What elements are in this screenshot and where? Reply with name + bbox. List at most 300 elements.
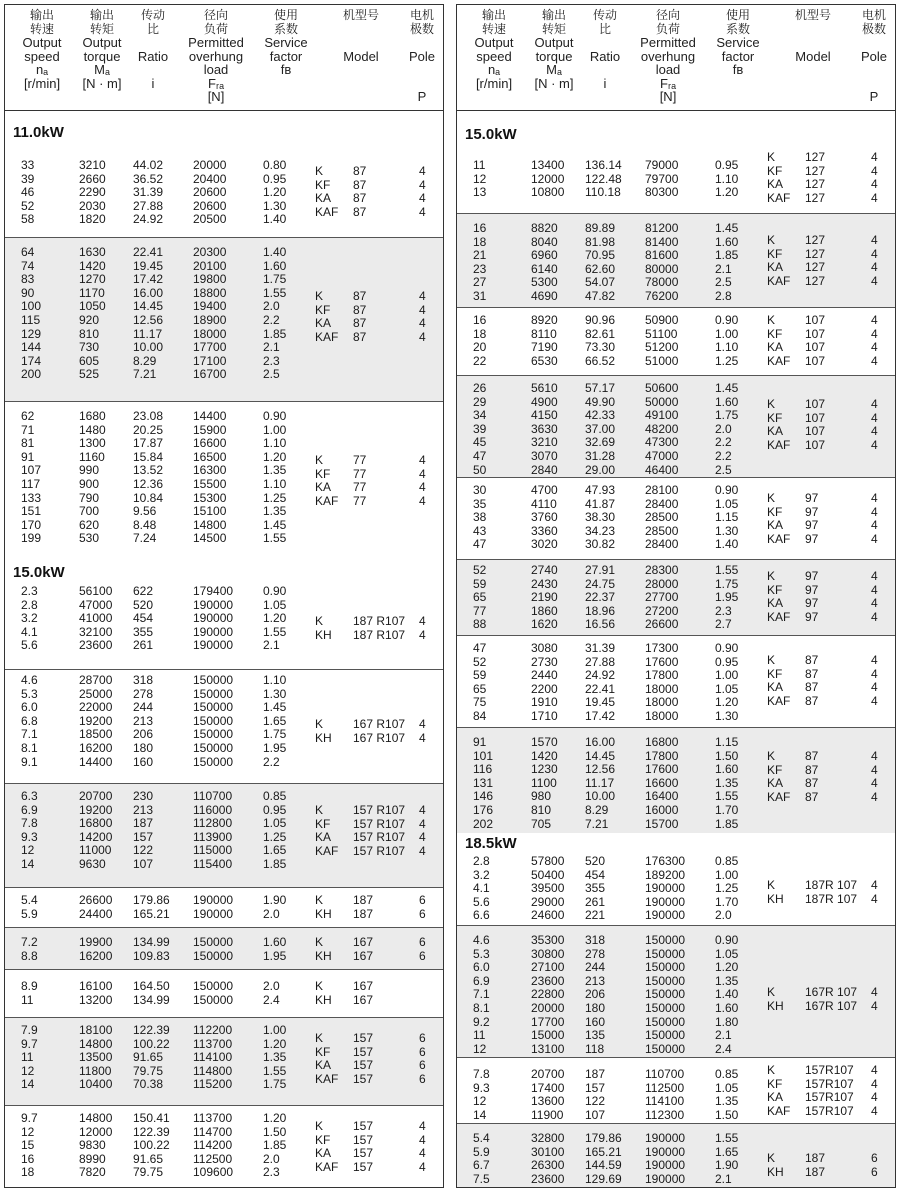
column-mount-type xyxy=(767,314,790,368)
cell-model: 157 R107 xyxy=(353,803,406,817)
table-row-group xyxy=(5,583,443,669)
cell-model: 97 xyxy=(805,531,819,546)
cell-ratio: 179.86 xyxy=(133,893,170,907)
column-mount-type xyxy=(767,234,790,288)
cell-torque: 5610 xyxy=(531,381,558,395)
cell-pole: 4 xyxy=(419,1146,426,1161)
table-row-group xyxy=(457,307,895,375)
cell-torque: 50400 xyxy=(531,867,565,882)
cell-ratio: 17.87 xyxy=(133,436,164,451)
column-ratio xyxy=(133,410,163,546)
cell-speed: 59 xyxy=(473,576,487,591)
cell-torque: 23600 xyxy=(531,973,565,988)
cell-speed: 45 xyxy=(473,435,487,450)
cell-ratio: 91.65 xyxy=(133,1050,164,1065)
cell-mount-type: KAF xyxy=(315,1071,339,1086)
header-model-line: 机型号 xyxy=(794,8,831,22)
cell-torque: 1480 xyxy=(79,422,106,437)
column-model xyxy=(353,1032,373,1086)
cell-ratio: 79.75 xyxy=(133,1063,164,1078)
cell-load: 16300 xyxy=(193,463,227,478)
column-mount-type xyxy=(315,804,338,858)
column-torque xyxy=(79,159,106,227)
column-mount-type xyxy=(315,1032,338,1086)
cell-ratio: 13.52 xyxy=(133,463,164,478)
cell-load: 190000 xyxy=(645,1171,686,1186)
cell-pole: 4 xyxy=(419,614,426,628)
cell-factor: 1.60 xyxy=(715,234,739,249)
cell-mount-type: KAF xyxy=(767,789,791,804)
header-speed-line: 输出 xyxy=(481,8,506,22)
cell-load: 27200 xyxy=(645,603,679,618)
cell-pole: 4 xyxy=(871,998,878,1013)
cell-factor: 1.30 xyxy=(263,198,287,213)
cell-load: 190000 xyxy=(645,1158,686,1173)
cell-load: 27700 xyxy=(645,590,679,605)
cell-ratio: 17.42 xyxy=(133,272,164,287)
cell-ratio: 62.60 xyxy=(585,261,616,276)
cell-model: 87 xyxy=(353,329,367,344)
column-speed xyxy=(473,382,486,477)
cell-model: 167 xyxy=(353,992,374,1007)
cell-mount-type: K xyxy=(315,1119,324,1133)
cell-mount-type: KAF xyxy=(315,493,339,508)
cell-ratio: 122.48 xyxy=(585,171,622,186)
cell-torque: 2840 xyxy=(531,462,558,477)
column-load xyxy=(193,980,233,1007)
cell-speed: 11 xyxy=(473,1028,486,1043)
column-ratio xyxy=(133,1024,170,1092)
cell-pole: 4 xyxy=(871,653,878,667)
cell-torque: 1050 xyxy=(79,299,106,314)
cell-pole: 6 xyxy=(419,948,426,963)
cell-model: 157R107 xyxy=(805,1076,854,1091)
cell-load: 190000 xyxy=(193,906,234,921)
cell-ratio: 22.41 xyxy=(585,681,616,696)
cell-speed: 8.9 xyxy=(21,979,38,993)
cell-pole: 6 xyxy=(419,906,426,921)
cell-ratio: 79.75 xyxy=(133,1165,164,1180)
column-factor xyxy=(263,1024,286,1092)
cell-torque: 26300 xyxy=(531,1158,565,1173)
column-factor xyxy=(263,410,286,546)
cell-model: 87 xyxy=(353,302,367,317)
cell-model: 97 xyxy=(805,569,819,583)
cell-factor: 1.40 xyxy=(263,245,287,259)
cell-load: 150000 xyxy=(645,1041,686,1056)
cell-load: 18000 xyxy=(645,695,679,710)
cell-load: 20400 xyxy=(193,171,227,186)
cell-factor: 1.75 xyxy=(263,272,287,287)
right-table-panel xyxy=(456,4,896,1188)
column-mount-type xyxy=(315,165,338,219)
cell-ratio: 355 xyxy=(585,881,606,896)
cell-mount-type: KF xyxy=(767,163,783,178)
cell-pole: 6 xyxy=(871,1164,878,1179)
cell-factor: 1.20 xyxy=(263,611,287,626)
cell-ratio: 12.56 xyxy=(585,762,616,777)
header-pole-line: 极数 xyxy=(409,21,434,36)
cell-model: 107 xyxy=(805,326,826,341)
cell-model: 97 xyxy=(805,609,819,624)
cell-model: 77 xyxy=(353,480,367,495)
table-row-group xyxy=(5,783,443,887)
cell-speed: 46 xyxy=(21,185,35,200)
cell-factor: 1.20 xyxy=(715,185,739,200)
header-load-line: [N] xyxy=(207,89,225,104)
cell-load: 150000 xyxy=(193,686,234,701)
cell-pole: 4 xyxy=(871,260,878,275)
cell-factor: 1.65 xyxy=(263,713,287,728)
cell-torque: 2290 xyxy=(79,185,106,200)
table-row-group xyxy=(457,727,895,833)
cell-speed: 116 xyxy=(473,762,493,777)
column-model xyxy=(353,894,373,921)
cell-factor: 2.1 xyxy=(263,638,280,653)
cell-speed: 133 xyxy=(21,490,42,505)
column-speed xyxy=(21,159,34,227)
header-speed-line: 转速 xyxy=(481,21,506,36)
cell-mount-type: K xyxy=(315,803,324,817)
cell-ratio: 11.17 xyxy=(133,326,163,341)
cell-load: 16600 xyxy=(645,775,679,790)
cell-pole: 4 xyxy=(871,1103,878,1118)
cell-speed: 65 xyxy=(473,681,487,696)
cell-load: 150000 xyxy=(645,973,686,988)
header-ratio-line: 比 xyxy=(146,21,159,36)
cell-load: 17600 xyxy=(645,654,679,669)
power-rating-label: 15.0kW xyxy=(465,125,517,143)
cell-factor: 1.30 xyxy=(263,686,287,701)
cell-model: 107 xyxy=(805,353,826,368)
column-model xyxy=(805,1152,825,1179)
cell-torque: 4150 xyxy=(531,408,558,423)
column-mount-type xyxy=(767,986,784,1013)
cell-load: 17800 xyxy=(645,748,679,763)
header-ratio-line xyxy=(583,63,627,77)
cell-factor: 2.0 xyxy=(263,299,280,314)
cell-speed: 77 xyxy=(473,603,487,618)
cell-load: 150000 xyxy=(193,992,234,1007)
table-row-group xyxy=(5,887,443,927)
column-mount-type xyxy=(315,615,332,642)
cell-factor: 1.85 xyxy=(715,248,739,263)
cell-model: 157 xyxy=(353,1119,374,1133)
cell-mount-type: KH xyxy=(767,1164,784,1179)
cell-speed: 39 xyxy=(21,171,35,186)
cell-ratio: 30.82 xyxy=(585,537,616,552)
cell-model: 157 xyxy=(353,1071,374,1086)
cell-pole: 4 xyxy=(419,204,426,219)
cell-factor: 2.5 xyxy=(715,462,732,477)
cell-torque: 730 xyxy=(79,340,100,355)
cell-pole: 4 xyxy=(871,246,878,261)
header-factor-line: factor xyxy=(721,48,755,64)
table-row-group xyxy=(457,635,895,727)
header-torque-line: torque xyxy=(83,48,121,64)
cell-speed: 7.1 xyxy=(473,987,490,1002)
cell-speed: 5.4 xyxy=(21,893,38,907)
column-torque xyxy=(531,1132,564,1186)
header-pole-line: 电机 xyxy=(861,8,886,22)
cell-factor: 1.85 xyxy=(715,816,739,831)
cell-mount-type: K xyxy=(767,653,776,667)
column-load xyxy=(645,934,685,1056)
cell-torque: 14800 xyxy=(79,1036,113,1051)
header-ratio-line xyxy=(583,36,627,50)
cell-factor: 0.85 xyxy=(715,1067,739,1081)
column-torque xyxy=(531,855,564,923)
cell-mount-type: KAF xyxy=(315,1159,339,1174)
cell-model: 87 xyxy=(805,666,819,681)
cell-torque: 6960 xyxy=(531,248,558,263)
cell-factor: 1.60 xyxy=(715,762,739,777)
cell-factor: 1.80 xyxy=(715,1014,739,1029)
cell-ratio: 7.21 xyxy=(133,367,157,382)
cell-factor: 1.50 xyxy=(715,748,739,763)
cell-ratio: 136.14 xyxy=(585,158,622,172)
cell-speed: 7.5 xyxy=(473,1171,490,1186)
cell-ratio: 213 xyxy=(133,713,154,728)
cell-load: 16400 xyxy=(645,789,679,804)
cell-speed: 131 xyxy=(473,775,494,790)
cell-mount-type: KAF xyxy=(315,204,339,219)
cell-speed: 18 xyxy=(473,234,487,249)
cell-torque: 3210 xyxy=(531,435,558,450)
cell-load: 190000 xyxy=(645,881,686,896)
cell-speed: 18 xyxy=(473,326,487,341)
column-torque xyxy=(531,382,558,477)
cell-speed: 6.3 xyxy=(21,789,38,803)
cell-mount-type: KA xyxy=(315,316,332,331)
column-pole xyxy=(871,654,878,708)
cell-mount-type: K xyxy=(767,985,776,999)
cell-factor: 1.00 xyxy=(715,668,739,683)
column-speed xyxy=(473,736,493,831)
cell-model: 97 xyxy=(805,596,819,611)
cell-ratio: 206 xyxy=(133,727,154,742)
cell-torque: 20700 xyxy=(531,1067,565,1081)
column-pole xyxy=(419,718,426,745)
cell-mount-type: KA xyxy=(767,776,784,791)
header-ratio-line xyxy=(131,63,175,77)
cell-torque: 1680 xyxy=(79,409,106,423)
cell-pole: 4 xyxy=(871,190,878,205)
cell-mount-type: K xyxy=(767,878,776,892)
cell-factor: 0.90 xyxy=(715,313,739,327)
table-row-group xyxy=(5,1105,443,1188)
cell-torque: 920 xyxy=(79,312,100,327)
column-pole xyxy=(419,1032,426,1086)
cell-speed: 88 xyxy=(473,617,487,632)
cell-load: 76200 xyxy=(645,288,679,303)
cell-torque: 2200 xyxy=(531,681,558,696)
column-load xyxy=(193,410,226,546)
cell-model: 187R 107 xyxy=(805,891,858,906)
cell-speed: 5.9 xyxy=(473,1144,490,1159)
cell-pole: 4 xyxy=(871,177,878,192)
cell-mount-type: KAF xyxy=(767,1103,791,1118)
cell-factor: 1.25 xyxy=(263,829,287,844)
header-load-line: 负荷 xyxy=(203,21,228,36)
cell-model: 157R107 xyxy=(805,1063,854,1077)
column-load xyxy=(645,564,678,632)
cell-load: 16700 xyxy=(193,367,227,382)
cell-pole: 6 xyxy=(871,1151,878,1165)
column-load xyxy=(193,246,226,382)
header-factor xyxy=(707,9,769,77)
cell-speed: 43 xyxy=(473,523,487,538)
cell-torque: 29000 xyxy=(531,894,565,909)
column-torque xyxy=(79,246,106,382)
cell-pole: 4 xyxy=(419,329,426,344)
cell-mount-type: KF xyxy=(767,410,783,425)
table-row-group xyxy=(457,853,895,925)
cell-factor: 1.75 xyxy=(263,1077,287,1092)
column-mount-type xyxy=(315,718,332,745)
cell-load: 150000 xyxy=(193,713,234,728)
cell-ratio: 19.45 xyxy=(585,695,616,710)
cell-model: 127 xyxy=(805,163,826,178)
cell-ratio: 20.25 xyxy=(133,422,164,437)
cell-factor: 2.0 xyxy=(715,421,732,436)
column-pole xyxy=(419,165,426,219)
cell-torque: 1570 xyxy=(531,735,558,749)
cell-factor: 2.3 xyxy=(263,353,280,368)
cell-load: 115000 xyxy=(193,843,233,858)
cell-pole: 4 xyxy=(871,397,878,411)
cell-torque: 8110 xyxy=(531,326,557,341)
header-model-line xyxy=(773,36,853,50)
cell-speed: 7.1 xyxy=(21,727,38,742)
cell-load: 190000 xyxy=(193,597,234,612)
cell-load: 79700 xyxy=(645,171,679,186)
column-factor xyxy=(715,1132,738,1186)
cell-torque: 900 xyxy=(79,476,100,491)
column-factor xyxy=(263,936,286,963)
cell-speed: 15 xyxy=(21,1138,35,1153)
column-speed xyxy=(473,222,486,304)
cell-factor: 0.85 xyxy=(263,789,287,803)
cell-factor: 1.10 xyxy=(715,340,739,355)
header-speed-line: Output xyxy=(474,35,514,50)
column-pole xyxy=(871,492,878,546)
cell-ratio: 107 xyxy=(133,856,154,871)
column-pole xyxy=(871,986,878,1013)
column-load xyxy=(193,674,233,769)
cell-ratio: 24.92 xyxy=(133,212,164,227)
cell-torque: 18100 xyxy=(79,1023,113,1037)
cell-torque: 5300 xyxy=(531,275,558,290)
header-ratio-line: Ratio xyxy=(137,48,169,64)
cell-factor: 1.35 xyxy=(715,1094,739,1109)
cell-ratio: 135 xyxy=(585,1028,606,1043)
cell-torque: 6530 xyxy=(531,353,558,368)
cell-pole: 4 xyxy=(419,453,426,467)
cell-load: 20600 xyxy=(193,185,227,200)
column-factor xyxy=(715,382,738,477)
cell-torque: 980 xyxy=(531,789,552,804)
header-pole-line xyxy=(853,36,895,50)
cell-model: 167 R107 xyxy=(353,730,406,745)
cell-factor: 2.3 xyxy=(715,603,732,618)
cell-speed: 31 xyxy=(473,288,487,303)
cell-speed: 107 xyxy=(21,463,42,478)
cell-speed: 26 xyxy=(473,381,487,395)
cell-ratio: 230 xyxy=(133,789,154,803)
column-model xyxy=(353,804,405,858)
cell-ratio: 91.65 xyxy=(133,1151,164,1166)
cell-mount-type: KA xyxy=(767,260,784,275)
header-speed xyxy=(11,9,73,90)
column-speed xyxy=(473,1068,490,1122)
header-load-line: 负荷 xyxy=(655,21,680,36)
cell-ratio: 57.17 xyxy=(585,381,616,395)
cell-speed: 18 xyxy=(21,1165,35,1180)
column-factor xyxy=(263,585,286,653)
cell-factor: 0.85 xyxy=(715,854,739,868)
cell-speed: 75 xyxy=(473,695,487,710)
cell-ratio: 244 xyxy=(585,960,606,975)
cell-factor: 2.2 xyxy=(263,754,280,769)
header-pole-line xyxy=(853,63,895,77)
column-torque xyxy=(79,980,112,1007)
column-speed xyxy=(21,585,38,653)
cell-speed: 30 xyxy=(473,483,487,497)
header-factor-line: 使用 xyxy=(725,8,750,22)
cell-pole: 4 xyxy=(419,493,426,508)
cell-factor: 1.85 xyxy=(263,856,287,871)
cell-load: 20000 xyxy=(193,158,227,172)
cell-factor: 1.00 xyxy=(715,867,739,882)
cell-load: 28400 xyxy=(645,537,679,552)
cell-ratio: 70.95 xyxy=(585,248,616,263)
header-factor-line: Service xyxy=(264,35,308,50)
column-torque xyxy=(531,159,564,200)
cell-factor: 1.10 xyxy=(715,171,739,186)
table-row-group xyxy=(457,213,895,307)
cell-ratio: 160 xyxy=(133,754,154,769)
cell-factor: 1.60 xyxy=(263,935,287,949)
cell-torque: 30100 xyxy=(531,1144,565,1159)
cell-ratio: 37.00 xyxy=(585,421,616,436)
cell-load: 190000 xyxy=(645,908,686,923)
cell-mount-type: K xyxy=(767,233,776,247)
cell-torque: 8920 xyxy=(531,313,558,327)
cell-speed: 8.1 xyxy=(473,1000,490,1015)
cell-factor: 1.55 xyxy=(263,285,287,300)
cell-torque: 4690 xyxy=(531,288,558,303)
cell-speed: 202 xyxy=(473,816,494,831)
cell-pole: 4 xyxy=(871,985,878,999)
header-pole xyxy=(853,9,895,104)
cell-factor: 1.60 xyxy=(715,1000,739,1015)
column-model xyxy=(805,750,818,804)
cell-model: 97 xyxy=(805,491,819,505)
column-load xyxy=(645,159,678,200)
cell-torque: 1820 xyxy=(79,212,106,227)
cell-speed: 84 xyxy=(473,708,487,723)
column-factor xyxy=(715,1068,738,1122)
header-torque xyxy=(71,9,133,90)
cell-ratio: 90.96 xyxy=(585,313,616,327)
cell-speed: 59 xyxy=(473,668,487,683)
cell-mount-type: K xyxy=(767,749,776,763)
cell-torque: 1100 xyxy=(531,775,557,790)
column-pole xyxy=(871,151,878,205)
cell-mount-type: KAF xyxy=(315,329,339,344)
cell-ratio: 81.98 xyxy=(585,234,616,249)
